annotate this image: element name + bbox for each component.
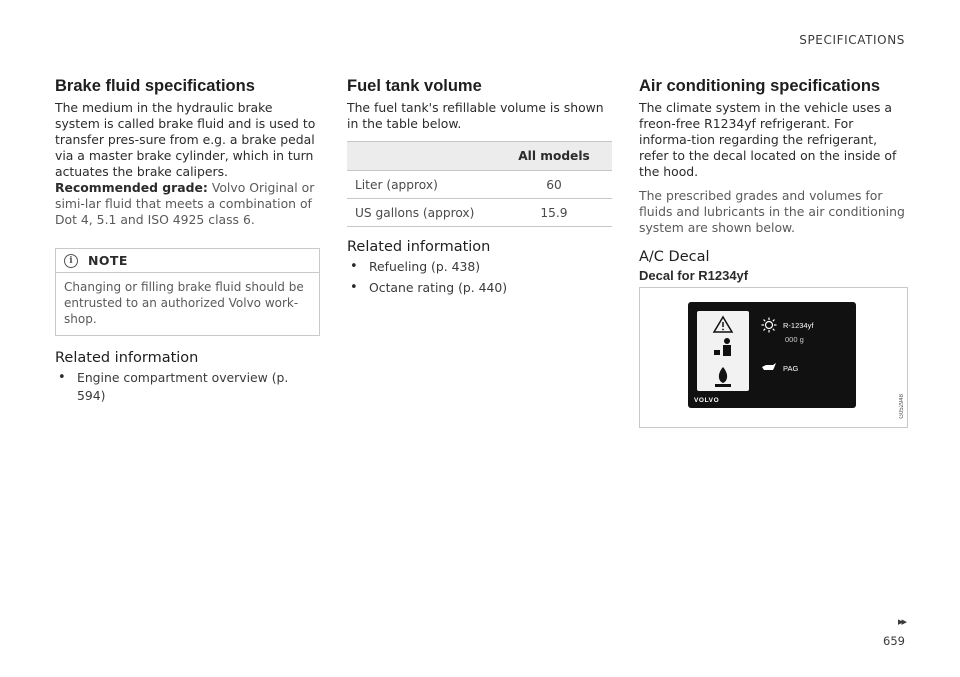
- ac-decal-heading: A/C Decal: [639, 249, 710, 265]
- fuel-related-title: Related information: [347, 239, 491, 255]
- table-header-empty: [347, 142, 496, 171]
- related-link-engine-compartment[interactable]: • Engine compartment overview (p. 594): [55, 369, 320, 405]
- air-conditioning-section: [639, 77, 906, 428]
- fuel-tank-intro: The fuel tank's refillable volume is shown in the table below.: [347, 100, 604, 131]
- image-code: G052948: [899, 394, 905, 419]
- fuel-tank-title: Fuel tank volume: [347, 77, 482, 95]
- decal-amount: 000 g: [785, 335, 804, 344]
- brake-related-list: [55, 369, 320, 405]
- next-page-marker: ▸▸: [897, 615, 905, 628]
- brake-fluid-section: [55, 77, 320, 405]
- table-header-row: [347, 142, 612, 171]
- fuel-related-list: [347, 258, 612, 297]
- table-cell-unit: US gallons (approx): [347, 199, 496, 227]
- table-header-all-models: All models: [496, 142, 612, 171]
- table-row: [347, 171, 612, 199]
- decal-oil: PAG: [783, 364, 799, 373]
- ac-decal-image: [688, 302, 856, 408]
- decal-warning-icons: [697, 311, 749, 391]
- ac-text-grades: The prescribed grades and volumes for fluids and lubricants in the air conditioning system are shown below.: [639, 188, 905, 235]
- decal-brand: VOLVO: [694, 397, 720, 404]
- fuel-tank-section: [347, 77, 612, 297]
- ac-decal-subheading: Decal for R1234yf: [639, 268, 749, 283]
- brake-fluid-intro: The medium in the hydraulic brake system is called brake fluid and is used to transfer pres-sure from e.g. a brake pedal via a master brake cylinder, which in turn actuates the brake calipers.: [55, 100, 316, 179]
- note-title: NOTE: [88, 253, 128, 268]
- ac-decal-figure: [639, 287, 908, 428]
- related-link-refueling[interactable]: • Refueling (p. 438): [347, 258, 612, 276]
- decal-refrigerant: R-1234yf: [783, 321, 814, 330]
- fuel-volume-table: [347, 141, 612, 227]
- ac-title: Air conditioning specifications: [639, 77, 881, 95]
- recommended-grade: [55, 180, 320, 228]
- page-number: 659: [883, 634, 905, 648]
- recommended-grade-label: Recommended grade:: [55, 180, 208, 195]
- note-text: Changing or filling brake fluid should be entrusted to an authorized Volvo work-shop.: [64, 280, 304, 326]
- table-cell-value: 60: [496, 171, 612, 199]
- brake-fluid-title: Brake fluid specifications: [55, 77, 255, 95]
- decal-warning-panel: [697, 311, 749, 391]
- table-row: [347, 199, 612, 227]
- table-cell-unit: Liter (approx): [347, 171, 496, 199]
- related-link-octane-rating[interactable]: • Octane rating (p. 440): [347, 279, 612, 297]
- table-cell-value: 15.9: [496, 199, 612, 227]
- ac-intro: The climate system in the vehicle uses a freon-free R1234yf refrigerant. For informa-tion regarding the refrigerant, refer to the decal located on the inside of the hood.: [639, 100, 897, 179]
- recommended-grade-text: Volvo Original or simi-lar fluid that meets a combination of Dot 4, 5.1 and ISO 4925 class 6.: [55, 180, 315, 227]
- section-header: SPECIFICATIONS: [799, 33, 905, 47]
- sun-icon: [761, 317, 777, 333]
- brake-related-title: Related information: [55, 350, 199, 366]
- info-icon: i: [64, 254, 78, 268]
- note-box: [55, 248, 320, 336]
- note-header: [56, 249, 319, 273]
- oil-can-icon: [761, 362, 777, 372]
